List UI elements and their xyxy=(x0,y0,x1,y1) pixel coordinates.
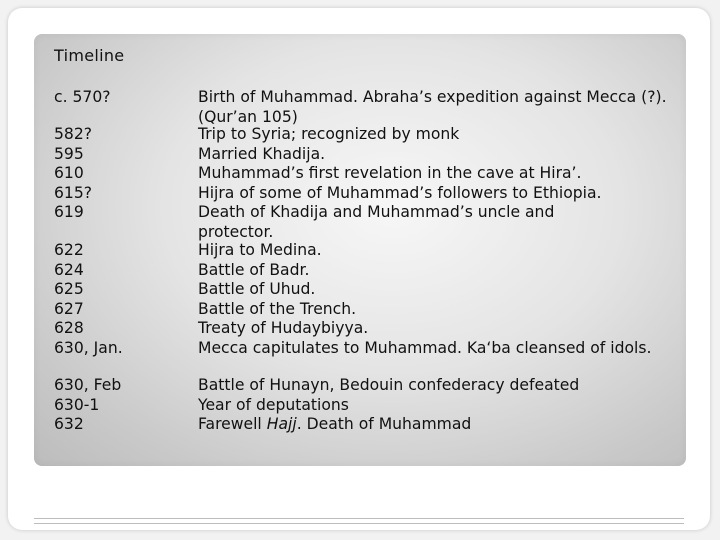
timeline-event: Treaty of Hudaybiyya. xyxy=(198,319,369,337)
timeline-date: 619 xyxy=(54,203,84,221)
timeline-event: Battle of Hunayn, Bedouin confederacy defeated xyxy=(198,376,580,394)
timeline-event: Year of deputations xyxy=(198,396,349,414)
timeline-date: 630-1 xyxy=(54,396,100,414)
timeline-event: Married Khadija. xyxy=(198,145,326,163)
timeline-event-prefix: Farewell xyxy=(198,415,267,433)
page-title: Timeline xyxy=(54,46,125,65)
timeline-event: Trip to Syria; recognized by monk xyxy=(198,125,460,143)
timeline-event: Hijra to Medina. xyxy=(198,241,322,259)
timeline-date: 582? xyxy=(54,125,93,143)
timeline-event-suffix: . Death of Muhammad xyxy=(296,415,472,433)
bottom-rule xyxy=(34,518,684,524)
timeline-date: 628 xyxy=(54,319,84,337)
timeline-event: Death of Khadija and Muhammad’s uncle and protector. xyxy=(198,203,555,241)
timeline-event-italic: Hajj xyxy=(266,415,297,433)
timeline-date: 632 xyxy=(54,415,84,433)
timeline-event: Birth of Muhammad. Abraha’s expedition against Mecca (?). (Qur’an 105) xyxy=(198,88,667,126)
timeline-event: Mecca capitulates to Muhammad. Ka‘ba cleansed of idols. xyxy=(198,339,652,357)
timeline-event xyxy=(198,415,678,435)
timeline-event: Battle of the Trench. xyxy=(198,300,357,318)
timeline-date: 624 xyxy=(54,261,84,279)
timeline-date: 630, Jan. xyxy=(54,339,123,357)
timeline-event: Battle of Badr. xyxy=(198,261,310,279)
timeline-event: Battle of Uhud. xyxy=(198,280,316,298)
timeline-event: Hijra of some of Muhammad’s followers to Ethiopia. xyxy=(198,184,602,202)
timeline-date: c. 570? xyxy=(54,88,111,106)
timeline-date: 595 xyxy=(54,145,84,163)
timeline-date: 630, Feb xyxy=(54,376,122,394)
timeline-date: 610 xyxy=(54,164,84,182)
timeline-date: 615? xyxy=(54,184,93,202)
timeline-date: 625 xyxy=(54,280,84,298)
timeline-date: 627 xyxy=(54,300,84,318)
timeline-event: Muhammad’s first revelation in the cave at Hira’. xyxy=(198,164,582,182)
timeline-date: 622 xyxy=(54,241,84,259)
